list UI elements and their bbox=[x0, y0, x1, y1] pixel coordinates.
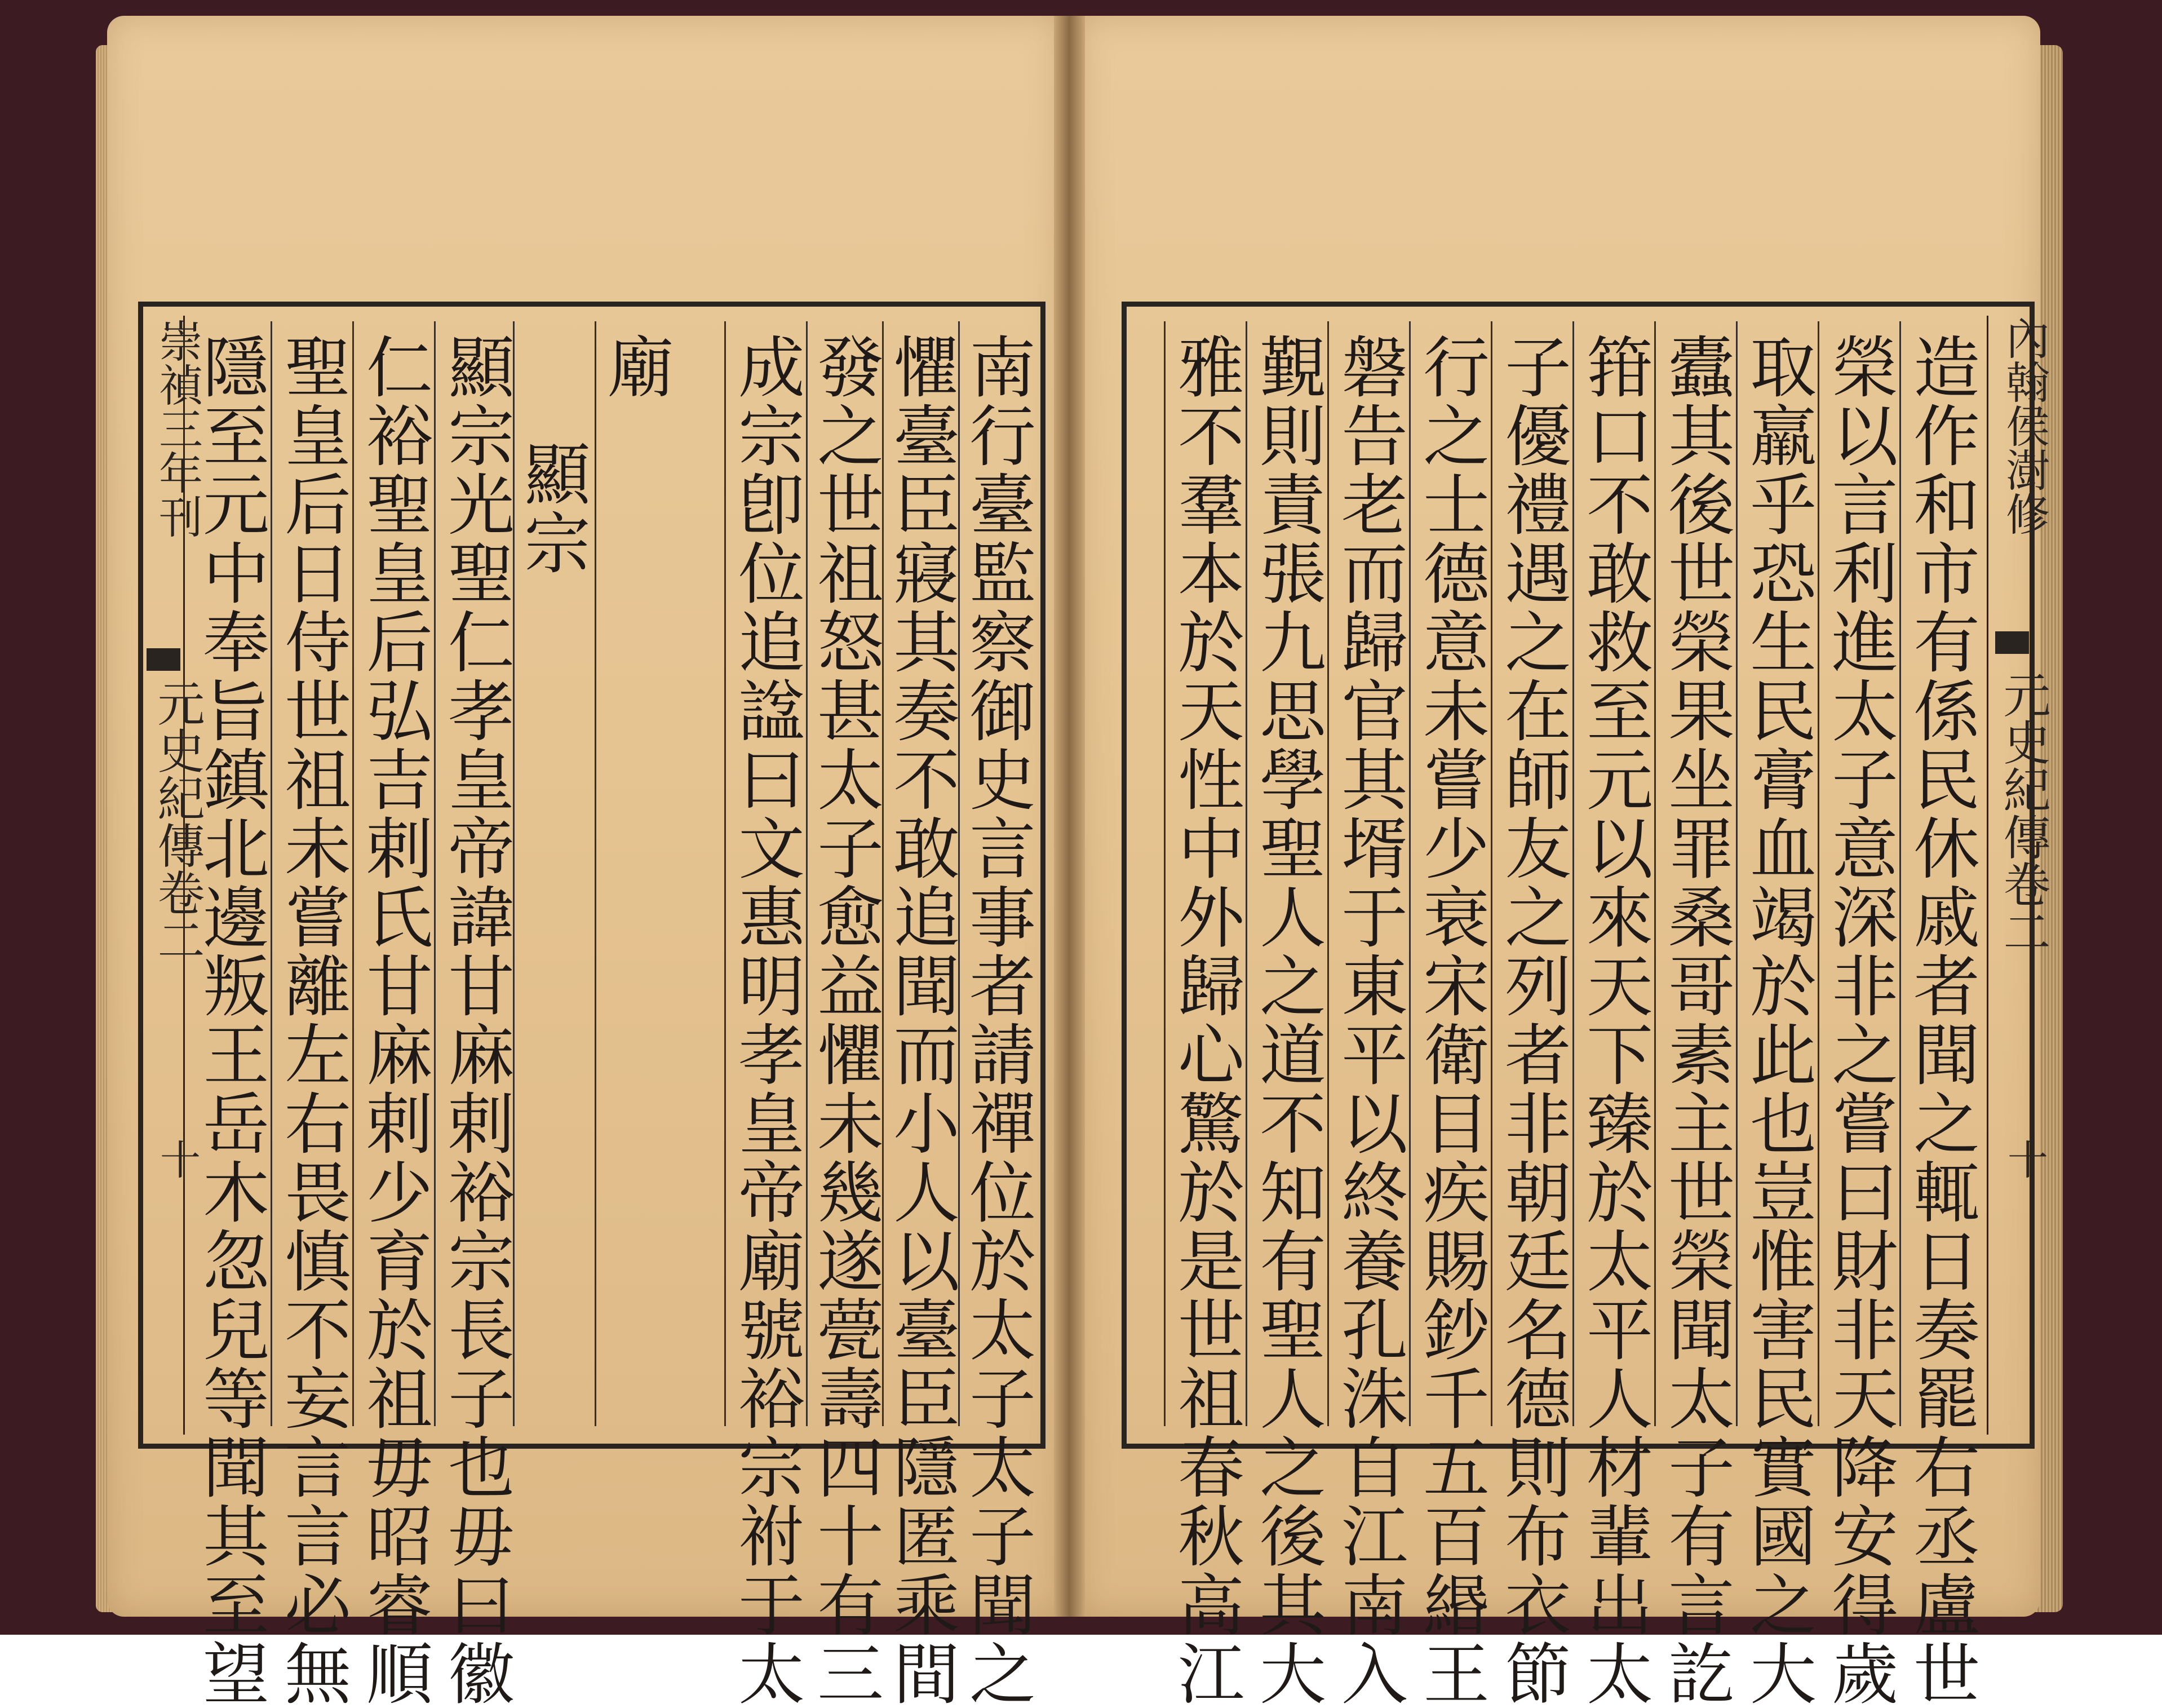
column-rule bbox=[724, 321, 726, 1426]
text-column-l6-heading: 顯宗 bbox=[513, 440, 591, 577]
right-folio: 十 bbox=[2001, 1139, 2048, 1179]
text-column-r6: 子優禮遇之在師友之列者非朝廷名德則布衣節 bbox=[1494, 333, 1571, 1708]
column-rule bbox=[1164, 321, 1166, 1426]
column-rule bbox=[1327, 321, 1329, 1426]
right-margin-author: 內翰侯澍修 bbox=[1999, 316, 2049, 536]
column-rule bbox=[595, 321, 596, 1426]
column-rule bbox=[352, 321, 354, 1426]
text-column-l7: 顯宗光聖仁孝皇帝諱甘麻剌裕宗長子也毋曰徽 bbox=[437, 333, 515, 1708]
text-column-r4: 蠹其後世榮果坐罪桑哥素主世榮聞太子有言訖 bbox=[1657, 333, 1735, 1708]
text-column-r3: 取羸乎恐生民膏血竭於此也豈惟害民實國之大 bbox=[1739, 333, 1817, 1708]
book-gutter bbox=[1054, 16, 1085, 1617]
column-rule bbox=[1899, 321, 1901, 1426]
column-rule bbox=[1491, 321, 1492, 1426]
text-column-r7: 行之士德意未嘗少衰宋衛目疾賜鈔千五百緡王 bbox=[1412, 333, 1490, 1708]
text-column-l8: 仁裕聖皇后弘吉剌氏甘麻剌少育於祖毋昭睿順 bbox=[355, 333, 433, 1708]
text-column-r9: 覲則責張九思學聖人之道不知有聖人之後其大 bbox=[1248, 333, 1326, 1708]
column-rule bbox=[434, 321, 436, 1426]
text-column-l10: 隱至元中奉旨鎮北邊叛王岳木忽兒等聞其至望 bbox=[192, 333, 269, 1708]
text-column-l2: 懼臺臣寢其奏不敢追聞而小人以臺臣隱匿乘間 bbox=[882, 333, 960, 1708]
left-margin-title: 元史紀傳卷二 bbox=[150, 679, 205, 963]
column-rule bbox=[1736, 321, 1738, 1426]
text-column-l5: 廟 bbox=[596, 333, 674, 401]
text-column-r5: 箝口不敢救至元以來天下臻於太平人材輩出太 bbox=[1575, 333, 1653, 1708]
text-column-r8: 磐告老而歸官其壻于東平以終養孔洙自江南入 bbox=[1330, 333, 1408, 1708]
text-column-r1: 造作和市有係民休戚者聞之輒日奏罷右丞盧世 bbox=[1902, 333, 1980, 1708]
text-column-l9: 聖皇后日侍世祖未嘗離左右畏慎不妄言言必無 bbox=[273, 333, 351, 1708]
text-column-r2: 榮以言利進太子意深非之嘗曰財非天降安得歲 bbox=[1820, 333, 1898, 1708]
text-column-l1: 南行臺監察御史言事者請禪位於太子太子聞之 bbox=[958, 333, 1036, 1708]
left-fishtail-mark bbox=[147, 648, 180, 671]
column-rule bbox=[1246, 321, 1247, 1426]
column-rule bbox=[1818, 321, 1819, 1426]
column-rule bbox=[1572, 321, 1574, 1426]
left-folio: 十 bbox=[153, 1139, 201, 1179]
column-rule bbox=[271, 321, 272, 1426]
right-margin-title: 元史紀傳卷二 bbox=[1996, 671, 2051, 955]
left-margin-date: 崇禎三年刊 bbox=[152, 318, 202, 538]
text-column-l3: 發之世祖怒甚太子愈益懼未幾遂甍壽四十有三 bbox=[806, 333, 884, 1708]
column-rule bbox=[1654, 321, 1656, 1426]
column-rule bbox=[1409, 321, 1411, 1426]
right-margin-rule bbox=[1987, 316, 1988, 1435]
text-column-l4: 成宗卽位追諡曰文惠明孝皇帝廟號裕宗祔于太 bbox=[727, 333, 805, 1708]
text-column-r10: 雅不羣本於天性中外歸心驚於是世祖春秋高江 bbox=[1167, 333, 1244, 1708]
right-fishtail-mark bbox=[1995, 631, 2029, 654]
